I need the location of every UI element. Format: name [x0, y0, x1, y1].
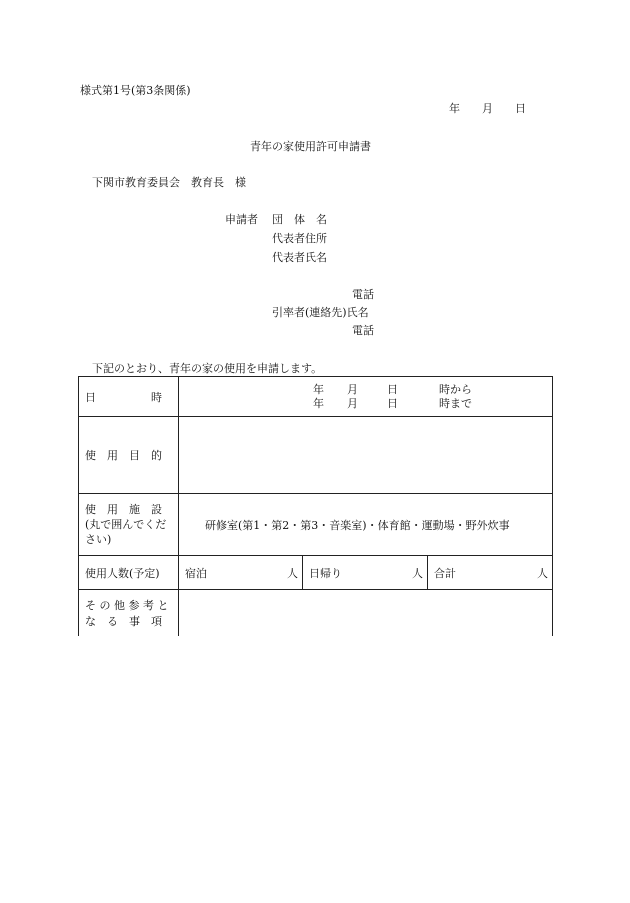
facility-options: 研修室(第1・第2・第3・音楽室)・体育館・運動場・野外炊事	[205, 518, 510, 532]
other-row	[79, 590, 553, 636]
other-label-line1: そ の 他 参 考 と	[85, 599, 169, 612]
from-month: 月	[347, 382, 358, 396]
to-year: 年	[313, 396, 324, 410]
leader-contact-name-label: 引率者(連絡先)氏名	[272, 306, 369, 319]
to-month: 月	[347, 396, 358, 410]
datetime-to	[179, 397, 552, 411]
applicant-label: 申請者	[225, 213, 258, 226]
daytrip-unit: 人	[412, 566, 423, 580]
to-day: 日	[387, 396, 398, 410]
leader-phone-label: 電話	[352, 324, 374, 337]
other-label-line2: な る 事 項	[85, 615, 162, 628]
purpose-label: 使 用 目 的	[85, 449, 162, 462]
total-unit: 人	[537, 566, 548, 580]
overnight-cell[interactable]	[179, 556, 303, 590]
from-year: 年	[313, 382, 324, 396]
datetime-row	[79, 377, 553, 417]
datetime-cell[interactable]	[179, 377, 553, 417]
datetime-from	[179, 383, 552, 397]
to-time: 時まで	[439, 396, 472, 410]
daytrip-label: 日帰り	[309, 566, 342, 580]
people-label-cell	[79, 556, 179, 590]
daytrip-cell[interactable]	[303, 556, 428, 590]
organization-name-label: 団 体 名	[272, 213, 327, 226]
purpose-row	[79, 417, 553, 494]
facility-label-line2: (丸で囲んでくだ	[85, 518, 167, 531]
datetime-label: 日 時	[85, 390, 162, 404]
from-time: 時から	[439, 382, 472, 396]
people-label: 使用人数(予定)	[85, 566, 160, 580]
document-title: 青年の家使用許可申請書	[250, 140, 371, 153]
application-table	[78, 376, 553, 636]
addressee: 下関市教育委員会 教育長 様	[92, 176, 246, 189]
representative-name-label: 代表者氏名	[272, 251, 327, 264]
overnight-label: 宿泊	[185, 566, 207, 580]
intro-text: 下記のとおり、青年の家の使用を申請します。	[92, 362, 323, 375]
purpose-cell[interactable]	[179, 417, 553, 494]
facility-label-line3: さい)	[85, 533, 112, 546]
total-label: 合計	[434, 566, 456, 580]
facility-row	[79, 494, 553, 556]
facility-label-cell	[79, 494, 179, 556]
purpose-label-cell	[79, 417, 179, 494]
from-day: 日	[387, 382, 398, 396]
other-notes-cell[interactable]	[179, 590, 553, 636]
facility-label-line1: 使 用 施 設	[85, 503, 162, 516]
phone-label: 電話	[352, 288, 374, 301]
date-line: 年 月 日	[449, 102, 526, 115]
facility-options-cell[interactable]	[179, 494, 553, 556]
other-label-cell	[79, 590, 179, 636]
total-cell[interactable]	[428, 556, 553, 590]
form-number: 様式第1号(第3条関係)	[80, 84, 191, 97]
overnight-unit: 人	[287, 566, 298, 580]
datetime-label-cell	[79, 377, 179, 417]
people-row	[79, 556, 553, 590]
representative-address-label: 代表者住所	[272, 232, 327, 245]
